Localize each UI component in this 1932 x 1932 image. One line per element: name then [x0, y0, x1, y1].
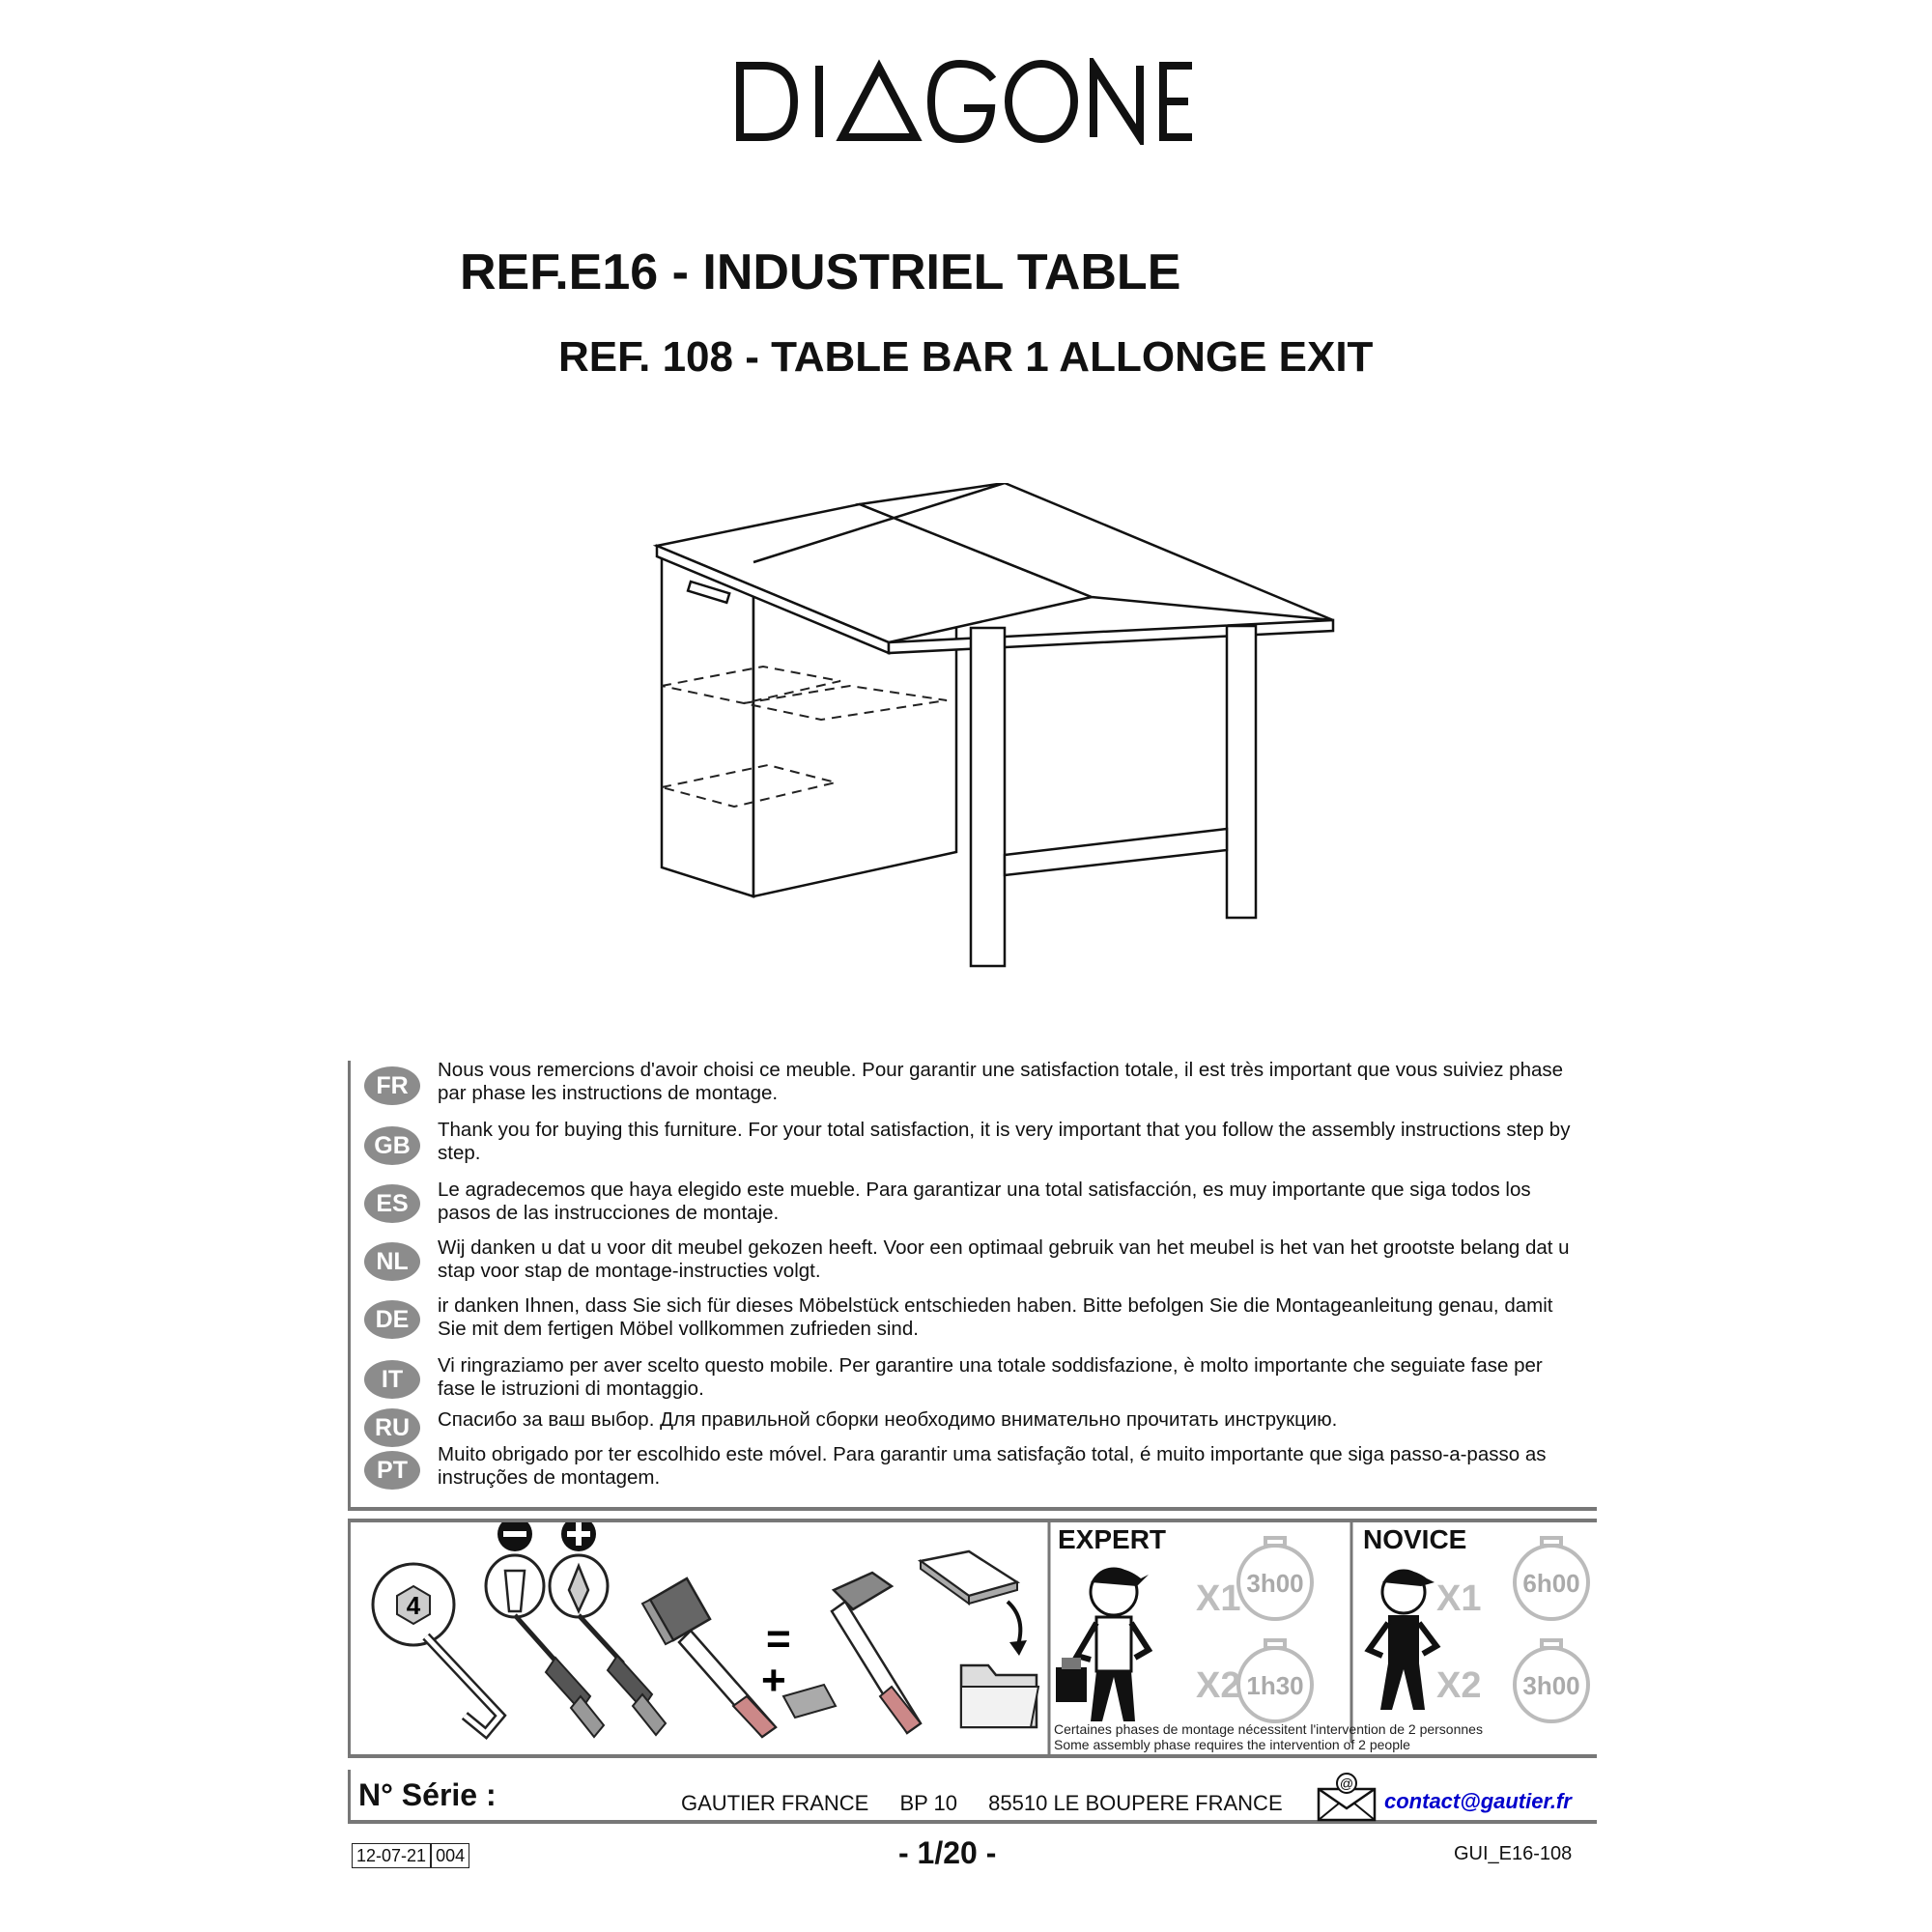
product-title-primary: REF.E16 - INDUSTRIEL TABLE: [460, 244, 1181, 300]
product-title-secondary: REF. 108 - TABLE BAR 1 ALLONGE EXIT: [558, 333, 1374, 381]
revision-box: [352, 1843, 469, 1868]
novice-two-people-time: 3h00: [1522, 1671, 1580, 1700]
svg-text:@: @: [1339, 1776, 1354, 1791]
equals-sign: =: [766, 1615, 791, 1662]
lang-badge-de: DE: [364, 1300, 420, 1339]
company-name: GAUTIER FRANCE: [681, 1791, 869, 1815]
contact-email-link[interactable]: contact@gautier.fr: [1384, 1789, 1572, 1813]
lang-text-it: Vi ringraziamo per aver scelto questo mobile. Per garantire una totale soddisfazione, è molto importante che seguiate fase per fase le istruzioni di montaggio.: [438, 1354, 1543, 1400]
company-address: [681, 1791, 1308, 1816]
lang-badge-nl: NL: [364, 1242, 420, 1281]
lang-badge-it: IT: [364, 1360, 420, 1399]
revision-number: 004: [430, 1844, 469, 1867]
expert-worker-icon: [1056, 1569, 1149, 1721]
lang-text-gb: Thank you for buying this furniture. For your total satisfaction, it is very important that you follow the assembly instructions step by step.: [438, 1119, 1571, 1164]
novice-worker-icon: [1369, 1571, 1436, 1710]
hammer-block-icon: [783, 1573, 921, 1733]
footer-bar: [348, 1770, 1597, 1824]
mail-envelope-icon: [1317, 1772, 1378, 1822]
multilingual-intro: [348, 1061, 1597, 1511]
lang-badge-pt: PT: [364, 1451, 420, 1490]
assembly-note-gb: Some assembly phase requires the intervention of 2 people: [1054, 1737, 1410, 1752]
expert-one-person: X1: [1196, 1578, 1241, 1619]
novice-one-person-time: 6h00: [1522, 1569, 1580, 1598]
diagone-logo: [734, 58, 1198, 145]
plus-sign: +: [761, 1657, 786, 1704]
lang-text-pt: Muito obrigado por ter escolhido este móvel. Para garantir uma satisfação total, é muito importante que siga passo-a-passo as instruções de montagem.: [438, 1443, 1547, 1489]
lang-text-ru: Спасибо за ваш выбор. Для правильной сборки необходимо внимательно прочитать инструкцию.: [438, 1408, 1338, 1431]
novice-label: NOVICE: [1363, 1524, 1467, 1554]
po-box: BP 10: [899, 1791, 958, 1815]
lang-text-fr: Nous vous remercions d'avoir choisi ce meuble. Pour garantir une satisfaction totale, il est très important que vous suiviez phase par phase les instructions de montage.: [438, 1059, 1564, 1104]
mallet-icon: [642, 1578, 776, 1737]
expert-one-person-time: 3h00: [1246, 1569, 1304, 1598]
expert-two-people: X2: [1196, 1665, 1241, 1706]
lang-badge-gb: GB: [364, 1126, 420, 1165]
allen-key-icon: [373, 1564, 500, 1733]
lang-badge-fr: FR: [364, 1066, 420, 1105]
instruction-booklet-icon: [921, 1551, 1027, 1656]
lang-text-de: ir danken Ihnen, dass Sie sich für dieses Möbelstück entschieden haben. Bitte befolgen Sie die Montageanleitung genau, damit Sie mit dem fertigen Möbel vollkommen zufrieden sind.: [438, 1294, 1553, 1340]
phillips-screwdriver-icon: [550, 1555, 666, 1735]
document-code: GUI_E16-108: [1454, 1843, 1573, 1864]
serial-number-label: N° Série :: [358, 1777, 497, 1812]
assembly-note-fr: Certaines phases de montage nécessitent l'intervention de 2 personnes: [1054, 1721, 1483, 1737]
allen-key-size: 4: [406, 1591, 421, 1620]
expert-label: EXPERT: [1058, 1524, 1167, 1554]
minus-symbol-icon: [497, 1522, 532, 1551]
bar-table-illustration: [638, 483, 1343, 985]
lang-badge-es: ES: [364, 1184, 420, 1223]
tools-and-skill-panel: [348, 1519, 1597, 1758]
novice-one-person: X1: [1436, 1578, 1482, 1619]
novice-two-people: X2: [1436, 1665, 1482, 1706]
company-city: 85510 LE BOUPERE FRANCE: [988, 1791, 1283, 1815]
lang-text-nl: Wij danken u dat u voor dit meubel gekozen heeft. Voor een optimaal gebruik van het meubel is het van het grootste belang dat u stap voor stap de montage-instructies volgt.: [438, 1236, 1570, 1282]
folder-icon: [961, 1665, 1038, 1727]
plus-symbol-icon: [561, 1522, 596, 1551]
page-number: - 1/20 -: [898, 1835, 997, 1870]
revision-date: 12-07-21: [356, 1846, 427, 1865]
lang-text-es: Le agradecemos que haya elegido este mueble. Para garantizar una total satisfacción, es muy importante que siga todos los pasos de las instrucciones de montaje.: [438, 1179, 1531, 1224]
lang-badge-ru: RU: [364, 1408, 420, 1447]
expert-two-people-time: 1h30: [1246, 1671, 1304, 1700]
tools-drawing: [351, 1522, 1597, 1754]
